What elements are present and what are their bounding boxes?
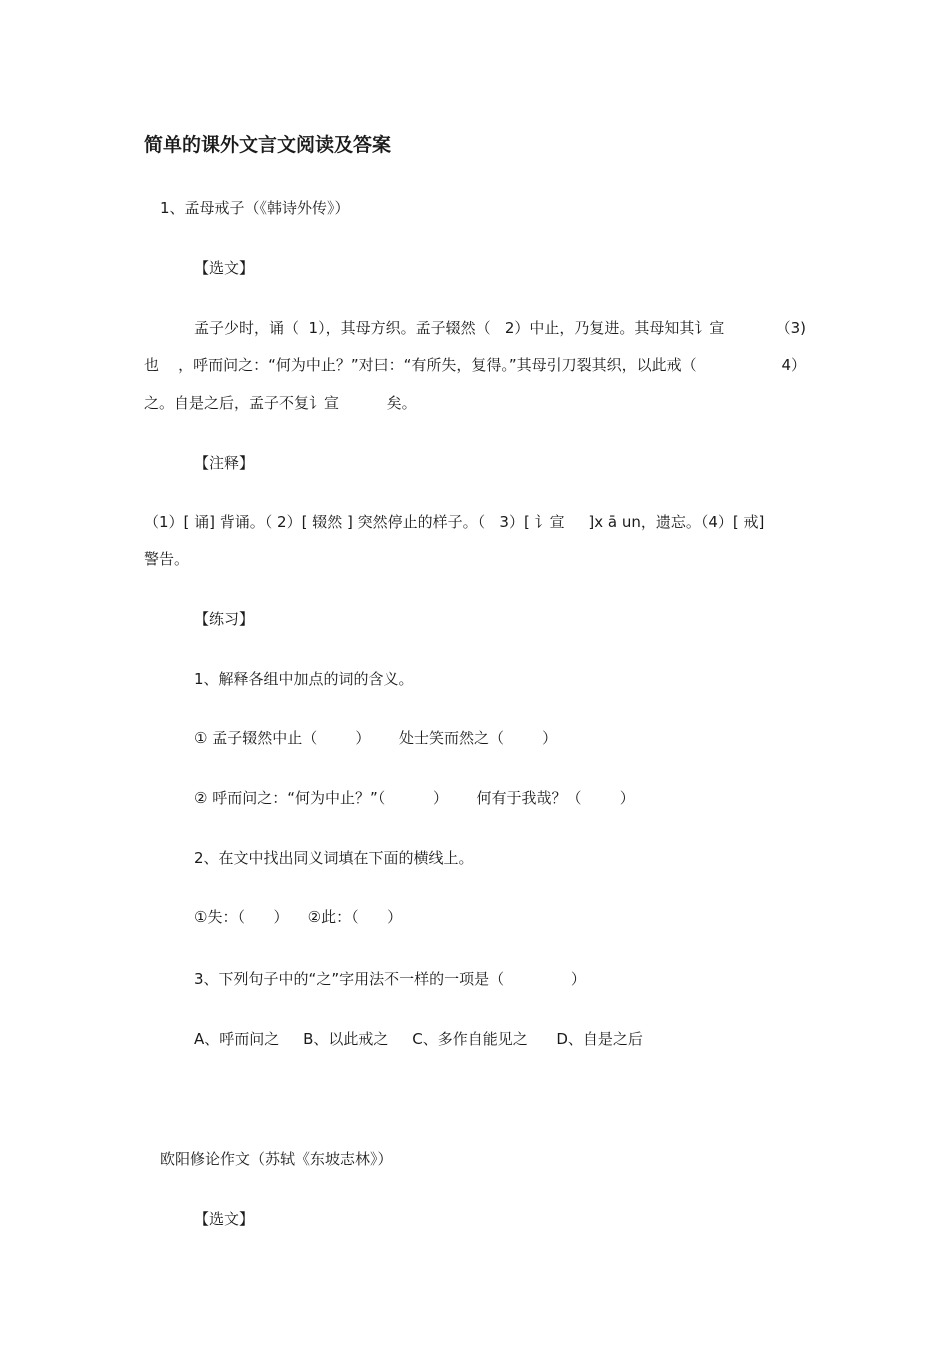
notes-line-2: 警告。 <box>144 550 190 568</box>
exercise-question-1: 1、解释各组中加点的词的含义。 <box>194 670 414 688</box>
exercise-question-1-a: ① 孟子辍然中止（ ） 处士笑而然之（ ） <box>194 729 558 747</box>
label-zhushi: 【注释】 <box>194 454 255 472</box>
passage-line-2-end: 4） <box>781 356 806 374</box>
notes-line-1: （1）[ 诵] 背诵。（ 2）[ 辍然 ] 突然停止的样子。（ 3）[ 讠宣 ]x ā un，遗忘。（4）[ 戒] <box>144 513 765 531</box>
label-xuanwen-2: 【选文】 <box>194 1210 255 1228</box>
section-heading-ouyangxiu: 欧阳修论作文（苏轼《东坡志林》） <box>160 1150 393 1168</box>
section-heading-mengmu: 1、孟母戒子（《韩诗外传》） <box>160 199 350 217</box>
passage-line-2: 也 ，呼而问之：“何为中止？”对曰：“有所失，复得。”其母引刀裂其织，以此戒（ <box>144 356 697 374</box>
document-title: 简单的课外文言文阅读及答案 <box>144 134 392 156</box>
passage-line-3: 之。自是之后，孟子不复讠宣 矣。 <box>144 394 417 412</box>
label-lianxi: 【练习】 <box>194 610 255 628</box>
exercise-question-3-options: A、呼而问之 B、以此戒之 C、多作自能见之 D、自是之后 <box>194 1030 643 1048</box>
passage-line-1: 孟子少时，诵（ 1），其母方织。孟子辍然（ 2）中止，乃复进。其母知其讠宣 <box>194 319 725 337</box>
exercise-question-2: 2、在文中找出同义词填在下面的横线上。 <box>194 849 474 867</box>
passage-line-1-end: （3) <box>775 319 806 337</box>
exercise-question-1-b: ② 呼而问之：“何为中止？”（ ） 何有于我哉？（ ） <box>194 789 635 807</box>
exercise-question-2-a: ①失：（ ） ②此：（ ） <box>194 908 403 926</box>
exercise-question-3: 3、下列句子中的“之”字用法不一样的一项是（ ） <box>194 970 586 988</box>
label-xuanwen: 【选文】 <box>194 259 255 277</box>
